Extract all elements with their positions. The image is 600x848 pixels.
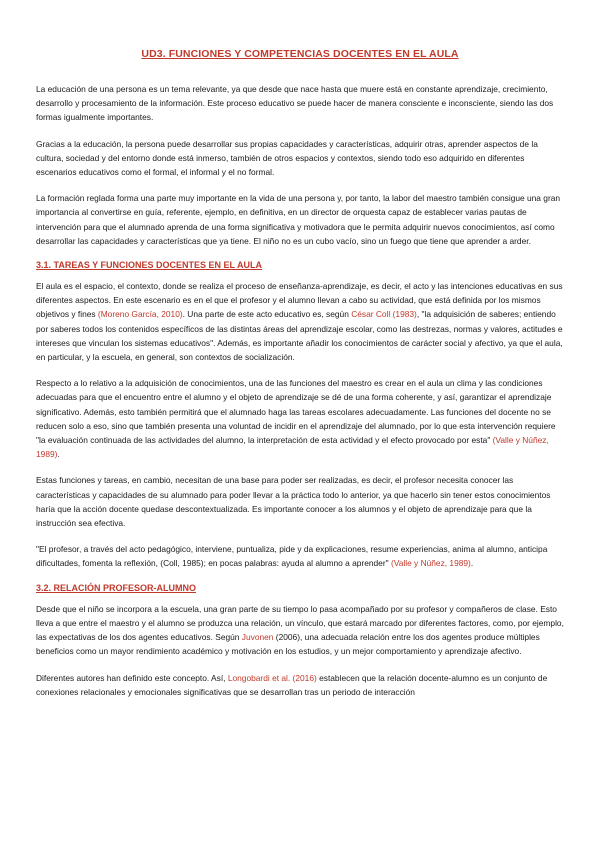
intro-paragraph-1: La educación de una persona es un tema relevante, ya que desde que nace hasta que muere está en constante aprendizaje, crecimiento, desarrollo y procesamiento de la información. Este proceso educativo se puede hacer de manera consciente e inconsciente, siendo las dos formas igualmente importantes.: [36, 84, 554, 123]
text-span: Desde que el niño se incorpora a la escuela, una gran parte de su tiempo lo pasa acompañado por su profesor y compañeros de clase. Esto lleva a que entre el maestro y el alumno se produzca una relación, un vínculo, que estará marcado por diferentes factores, como, por ejemplo, las expectativas de los dos agentes educativos. Según: [36, 603, 564, 643]
text-span: . Una parte de este acto educativo es, según: [182, 309, 352, 320]
text-span: .: [470, 558, 474, 569]
section2-paragraph-2: [36, 671, 564, 699]
citation-link[interactable]: Longobardi et al. (2016): [227, 672, 317, 683]
section2-paragraph-1: [36, 602, 564, 659]
page-title: UD3. FUNCIONES Y COMPETENCIAS DOCENTES EN EL AULA: [141, 48, 459, 60]
section1-paragraph-2: [36, 376, 564, 461]
text-span: (2006), una adecuada relación entre los dos agentes produce múltiples beneficios como un mayor rendimiento académico y motivación en los estudios, y un mejor comportamiento y aprendizaje afectivo.: [36, 632, 540, 657]
section1-paragraph-1: [36, 279, 564, 364]
section1-quote: [36, 542, 564, 570]
section-heading-3-2: 3.2. RELACIÓN PROFESOR-ALUMNO: [36, 582, 197, 593]
intro-paragraph-3: La formación reglada forma una parte muy importante en la vida de una persona y, por tanto, la labor del maestro también consigue una gran importancia al convertirse en guía, referente, ejemplo, en definitiva, en un director de orquesta capaz de establecer varias pautas de intervención para que el alumnado aprenda de una forma significativa y motivadora que le permita adquirir nuevos conocimientos, así como desarrollar las capacidades y características que ya tiene. El niño no es un cubo vacío, sino un fuego que tiene que aprender a arder.: [36, 193, 561, 246]
citation-link[interactable]: (Valle y Núñez, 1989): [390, 558, 471, 569]
text-span: El aula es el espacio, el contexto, donde se realiza el proceso de enseñanza-aprendizaje, es decir, el acto y las intenciones educativas en sus diferentes aspectos. En este escenario es en el que el profesor y el alumno llevan a cabo su actividad, que está definida por los mismos objetivos y fines: [36, 281, 563, 320]
text-span: "El profesor, a través del acto pedagógico, interviene, puntualiza, pide y da explicaciones, resume experiencias, anima al alumno, anticipa dificultades, fomenta la reflexión, (Coll, 1985); en pocas palabras: ayuda al alumno a aprender": [36, 544, 548, 569]
text-span: .: [57, 449, 60, 460]
text-span: establecen que la relación docente-alumno es un conjunto de conexiones relacionales y emocionales significativas que se desarrollan tras un periodo de interacción: [36, 672, 548, 697]
text-span: , "la adquisición de saberes; entiendo por saberes todos los contenidos específicos de las distintas áreas del aprendizaje escolar, como las destrezas, normas y valores, actitudes e intereses que vinculan los sistemas educativos". Además, es importante añadir los conocimientos de carácter social y afectivo, ya que el aula, en particular, y la escuela, en general, son contextos de socialización.: [36, 309, 563, 363]
section1-paragraph-3: Estas funciones y tareas, en cambio, necesitan de una base para poder ser realizadas, es decir, el profesor necesita conocer las características y capacidades de su alumnado para poder llevar a la práctica todo lo anterior, ya que hacerlo sin tener estos conocimientos haría que la acción docente quedase descontextualizada. Es importante conocer a los alumnos y el objeto de aprendizaje para que la instrucción sea efectiva.: [36, 475, 551, 529]
citation-link[interactable]: (Valle y Núñez, 1989): [36, 435, 549, 460]
text-span: Respecto a lo relativo a la adquisición de conocimientos, una de las funciones del maestro es crear en el aula un clima y las condiciones adecuadas para que el encuentro entre el alumno y el objeto de aprendizaje se dé de una forma coherente, y así, garantizar el aprendizaje significativo. Además, esto también permitirá que el alumnado haga las tareas escolares adecuadamente. Las funciones del docente no se reducen solo a eso, sino que también presenta una voluntad de incidir en el aprendizaje del alumnado, por lo que esta intervención requiere "la evaluación continuada de las actividades del alumno, la interpretación de esta actividad y el efecto provocado por esta": [36, 378, 556, 446]
text-span: Diferentes autores han definido este concepto. Así,: [36, 672, 228, 683]
citation-link[interactable]: (Moreno García, 2010): [97, 309, 183, 320]
section-heading-3-1: 3.1. TAREAS Y FUNCIONES DOCENTES EN EL AULA: [36, 260, 263, 271]
citation-link[interactable]: César Coll (1983): [351, 309, 417, 320]
citation-link[interactable]: Juvonen: [241, 632, 274, 643]
intro-paragraph-2: Gracias a la educación, la persona puede desarrollar sus propias capacidades y características, adquirir otras, aprender aspectos de la cultura, sociedad y del entorno donde está inmerso, también de otros espacios y contextos, siendo todo eso adquirido en diferentes escenarios educativos como el formal, el informal y el no formal.: [36, 138, 538, 178]
